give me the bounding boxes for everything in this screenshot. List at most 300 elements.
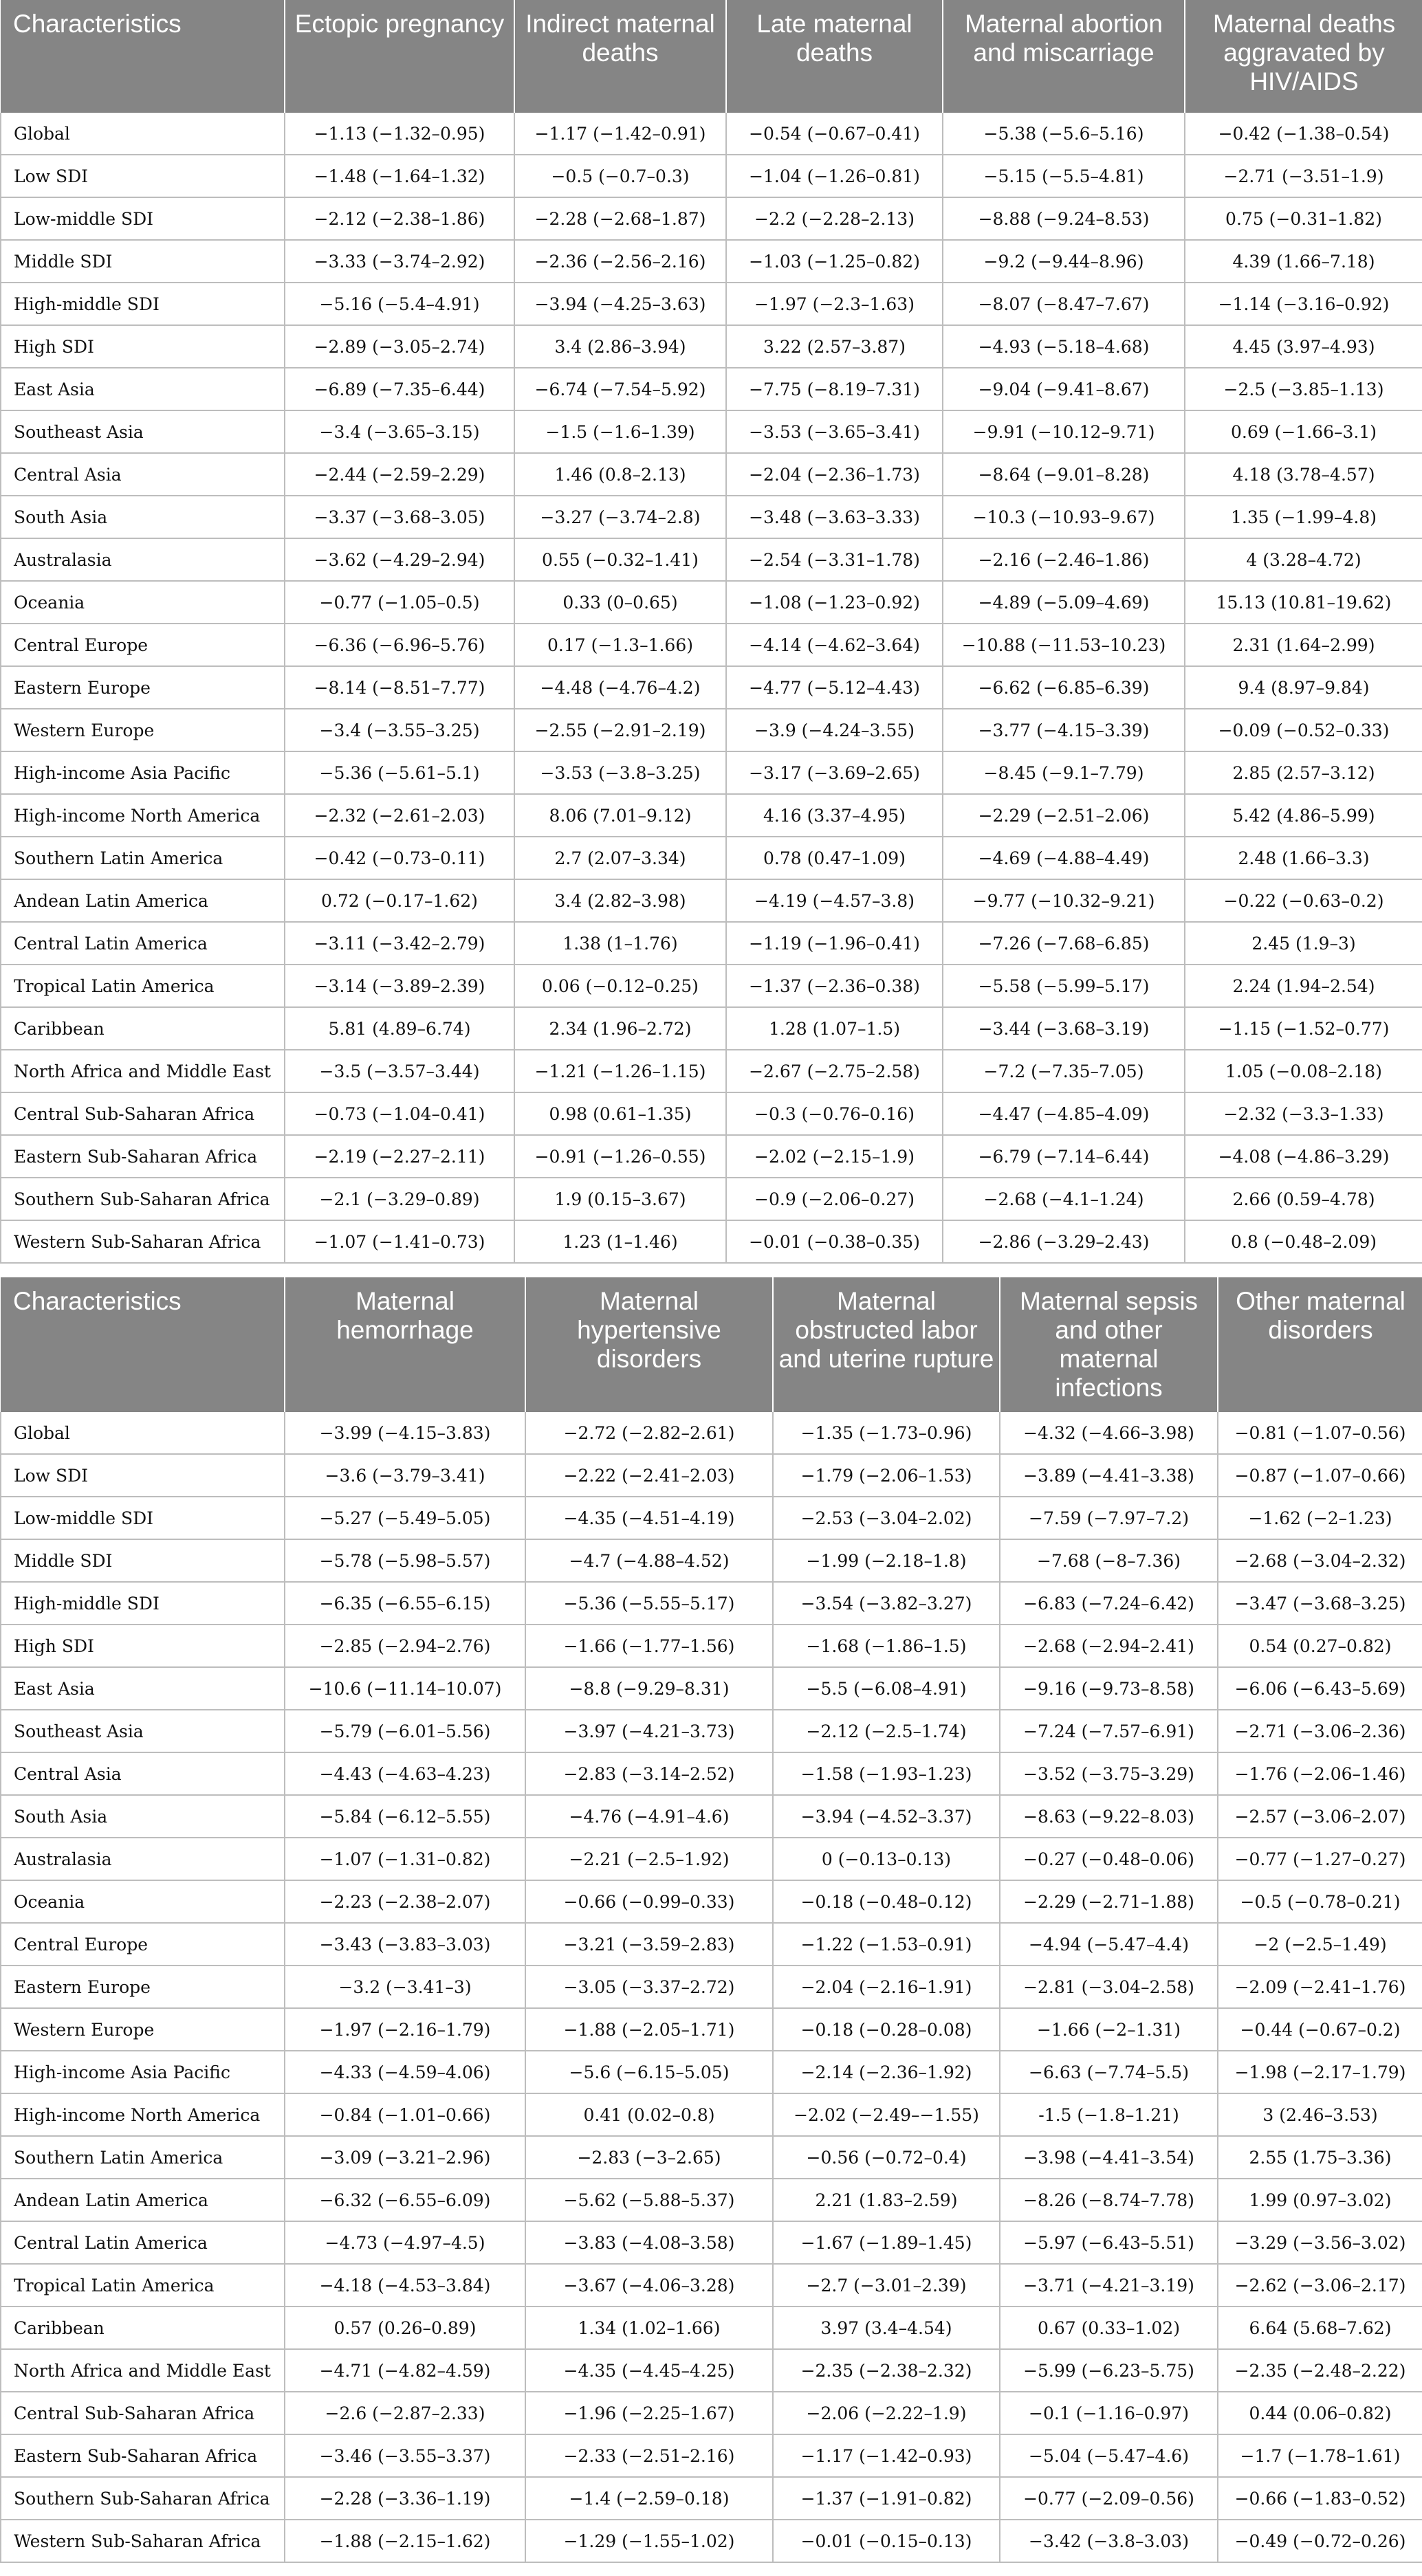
table-cell: −6.35 (−6.55–6.15) xyxy=(285,1582,525,1625)
table-row xyxy=(1,2008,1422,2051)
table-row xyxy=(1,2264,1422,2307)
table-cell: −2.36 (−2.56–2.16) xyxy=(514,240,726,283)
table-cell: −5.36 (−5.55–5.17) xyxy=(525,1582,773,1625)
table-cell: −2.23 (−2.38–2.07) xyxy=(285,1880,525,1923)
table-cell: −0.66 (−1.83–0.52) xyxy=(1218,2477,1422,2520)
table-cell: −1.03 (−1.25–0.82) xyxy=(726,240,943,283)
table-cell: −0.66 (−0.99–0.33) xyxy=(525,1880,773,1923)
table-cell: −2.86 (−3.29–2.43) xyxy=(943,1220,1185,1263)
table-cell: −5.79 (−6.01–5.56) xyxy=(285,1710,525,1752)
column-header: Maternal obstructed labor and uterine rupture xyxy=(773,1277,1000,1412)
table-cell: −2.28 (−3.36–1.19) xyxy=(285,2477,525,2520)
table-row xyxy=(1,2349,1422,2392)
table-cell: −2.54 (−3.31–1.78) xyxy=(726,538,943,581)
table-row xyxy=(1,2093,1422,2136)
table-cell: −2.06 (−2.22–1.9) xyxy=(773,2392,1000,2434)
row-label: Central Europe xyxy=(1,624,285,666)
table-cell: −2.5 (−3.85–1.13) xyxy=(1185,368,1422,410)
column-header-characteristics: Characteristics xyxy=(1,1277,285,1412)
table-cell: −1.04 (−1.26–0.81) xyxy=(726,155,943,197)
row-label: Australasia xyxy=(1,538,285,581)
table-cell: −2.71 (−3.06–2.36) xyxy=(1218,1710,1422,1752)
table-cell: 0.67 (0.33–1.02) xyxy=(1000,2307,1218,2349)
row-label: Global xyxy=(1,1412,285,1454)
table-cell: 6.64 (5.68–7.62) xyxy=(1218,2307,1422,2349)
table-cell: 1.9 (0.15–3.67) xyxy=(514,1178,726,1220)
table-cell: −2.68 (−4.1–1.24) xyxy=(943,1178,1185,1220)
table-1-body xyxy=(1,113,1422,1263)
table-cell: −1.99 (−2.18–1.8) xyxy=(773,1539,1000,1582)
table-cell: −4.35 (−4.51–4.19) xyxy=(525,1497,773,1539)
row-label: East Asia xyxy=(1,1667,285,1710)
header-row xyxy=(1,0,1422,113)
table-cell: 2.66 (0.59–4.78) xyxy=(1185,1178,1422,1220)
table-cell: −7.26 (−7.68–6.85) xyxy=(943,922,1185,965)
table-cell: −2.35 (−2.38–2.32) xyxy=(773,2349,1000,2392)
table-cell: 0.33 (0–0.65) xyxy=(514,581,726,624)
table-cell: −2.68 (−3.04–2.32) xyxy=(1218,1539,1422,1582)
row-label: Central Sub-Saharan Africa xyxy=(1,1092,285,1135)
table-cell: −4.93 (−5.18–4.68) xyxy=(943,325,1185,368)
table-cell: −1.96 (−2.25–1.67) xyxy=(525,2392,773,2434)
table-cell: 1.38 (1–1.76) xyxy=(514,922,726,965)
table-row xyxy=(1,1838,1422,1880)
table-row xyxy=(1,1412,1422,1454)
table-cell: −3.47 (−3.68–3.25) xyxy=(1218,1582,1422,1625)
table-cell: −2.02 (−2.15–1.9) xyxy=(726,1135,943,1178)
table-cell: −3.94 (−4.52–3.37) xyxy=(773,1795,1000,1838)
table-cell: −1.17 (−1.42–0.91) xyxy=(514,113,726,155)
table-row xyxy=(1,624,1422,666)
table-cell: 4.39 (1.66–7.18) xyxy=(1185,240,1422,283)
row-label: Tropical Latin America xyxy=(1,965,285,1007)
table-row xyxy=(1,197,1422,240)
row-label: Southeast Asia xyxy=(1,1710,285,1752)
table-cell: −2.14 (−2.36–1.92) xyxy=(773,2051,1000,2093)
header-row xyxy=(1,1277,1422,1412)
row-label: High SDI xyxy=(1,325,285,368)
table-cell: 5.81 (4.89–6.74) xyxy=(285,1007,514,1050)
table-2-body xyxy=(1,1412,1422,2562)
table-cell: −3.21 (−3.59–2.83) xyxy=(525,1923,773,1966)
table-cell: 1.99 (0.97–3.02) xyxy=(1218,2179,1422,2221)
table-cell: −0.18 (−0.28–0.08) xyxy=(773,2008,1000,2051)
row-label: South Asia xyxy=(1,496,285,538)
table-row xyxy=(1,453,1422,496)
table-cell: −0.44 (−0.67–0.2) xyxy=(1218,2008,1422,2051)
table-row xyxy=(1,496,1422,538)
table-cell: −0.91 (−1.26–0.55) xyxy=(514,1135,726,1178)
table-row xyxy=(1,1966,1422,2008)
table-cell: −5.78 (−5.98–5.57) xyxy=(285,1539,525,1582)
row-label: Western Europe xyxy=(1,2008,285,2051)
table-row xyxy=(1,325,1422,368)
table-cell: −3.99 (−4.15–3.83) xyxy=(285,1412,525,1454)
table-cell: −5.97 (−6.43–5.51) xyxy=(1000,2221,1218,2264)
table-cell: −1.88 (−2.05–1.71) xyxy=(525,2008,773,2051)
table-cell: 2.24 (1.94–2.54) xyxy=(1185,965,1422,1007)
table-cell: −2.28 (−2.68–1.87) xyxy=(514,197,726,240)
table-cell: −1.37 (−2.36–0.38) xyxy=(726,965,943,1007)
row-label: Caribbean xyxy=(1,2307,285,2349)
table-cell: −4.18 (−4.53–3.84) xyxy=(285,2264,525,2307)
table-cell: −2.71 (−3.51–1.9) xyxy=(1185,155,1422,197)
table-cell: −7.68 (−8–7.36) xyxy=(1000,1539,1218,1582)
table-cell: −6.32 (−6.55–6.09) xyxy=(285,2179,525,2221)
table-cell: 0.17 (−1.3–1.66) xyxy=(514,624,726,666)
table-cell: −4.43 (−4.63–4.23) xyxy=(285,1752,525,1795)
table-row xyxy=(1,1667,1422,1710)
table-row xyxy=(1,2179,1422,2221)
row-label: Low SDI xyxy=(1,1454,285,1497)
row-label: Western Sub-Saharan Africa xyxy=(1,2520,285,2562)
column-header: Maternal sepsis and other maternal infections xyxy=(1000,1277,1218,1412)
table-cell: 0 (−0.13–0.13) xyxy=(773,1838,1000,1880)
table-cell: −2.12 (−2.38–1.86) xyxy=(285,197,514,240)
column-header: Maternal hemorrhage xyxy=(285,1277,525,1412)
row-label: High-income North America xyxy=(1,794,285,837)
row-label: High-income Asia Pacific xyxy=(1,751,285,794)
row-label: Australasia xyxy=(1,1838,285,1880)
column-header: Maternal deaths aggravated by HIV/AIDS xyxy=(1185,0,1422,113)
table-row xyxy=(1,1795,1422,1838)
table-cell: −9.77 (−10.32–9.21) xyxy=(943,879,1185,922)
table-cell: 0.8 (−0.48–2.09) xyxy=(1185,1220,1422,1263)
row-label: North Africa and Middle East xyxy=(1,1050,285,1092)
row-label: Eastern Sub-Saharan Africa xyxy=(1,2434,285,2477)
table-cell: −5.27 (−5.49–5.05) xyxy=(285,1497,525,1539)
table-cell: −2.16 (−2.46–1.86) xyxy=(943,538,1185,581)
table-cell: −4.76 (−4.91–4.6) xyxy=(525,1795,773,1838)
table-cell: −2.32 (−3.3–1.33) xyxy=(1185,1092,1422,1135)
table-row xyxy=(1,1050,1422,1092)
table-cell: −2.55 (−2.91–2.19) xyxy=(514,709,726,751)
table-cell: −4.47 (−4.85–4.09) xyxy=(943,1092,1185,1135)
table-cell: −1.5 (−1.6–1.39) xyxy=(514,410,726,453)
table-cell: −2.04 (−2.16–1.91) xyxy=(773,1966,1000,2008)
table-row xyxy=(1,155,1422,197)
table-cell: 3 (2.46–3.53) xyxy=(1218,2093,1422,2136)
table-cell: −4.7 (−4.88–4.52) xyxy=(525,1539,773,1582)
table-cell: −2.33 (−2.51–2.16) xyxy=(525,2434,773,2477)
table-cell: −1.66 (−2–1.31) xyxy=(1000,2008,1218,2051)
table-cell: −9.2 (−9.44–8.96) xyxy=(943,240,1185,283)
table-cell: −8.45 (−9.1–7.79) xyxy=(943,751,1185,794)
row-label: Tropical Latin America xyxy=(1,2264,285,2307)
table-row xyxy=(1,666,1422,709)
table-cell: −4.73 (−4.97–4.5) xyxy=(285,2221,525,2264)
table-cell: −3.27 (−3.74–2.8) xyxy=(514,496,726,538)
table-cell: −0.22 (−0.63–0.2) xyxy=(1185,879,1422,922)
table-cell: −0.81 (−1.07–0.56) xyxy=(1218,1412,1422,1454)
table-cell: −0.5 (−0.78–0.21) xyxy=(1218,1880,1422,1923)
table-cell: −3.46 (−3.55–3.37) xyxy=(285,2434,525,2477)
table-cell: 0.06 (−0.12–0.25) xyxy=(514,965,726,1007)
table-cell: −5.04 (−5.47–4.6) xyxy=(1000,2434,1218,2477)
table-cell: 4.16 (3.37–4.95) xyxy=(726,794,943,837)
table-cell: −4.14 (−4.62–3.64) xyxy=(726,624,943,666)
table-cell: −4.19 (−4.57–3.8) xyxy=(726,879,943,922)
row-label: East Asia xyxy=(1,368,285,410)
table-cell: 4.18 (3.78–4.57) xyxy=(1185,453,1422,496)
column-header: Maternal hypertensive disorders xyxy=(525,1277,773,1412)
table-cell: 2.34 (1.96–2.72) xyxy=(514,1007,726,1050)
row-label: North Africa and Middle East xyxy=(1,2349,285,2392)
table-cell: −5.58 (−5.99–5.17) xyxy=(943,965,1185,1007)
row-label: Oceania xyxy=(1,581,285,624)
table-cell: −3.97 (−4.21–3.73) xyxy=(525,1710,773,1752)
table-cell: −3.71 (−4.21–3.19) xyxy=(1000,2264,1218,2307)
table-cell: −0.01 (−0.15–0.13) xyxy=(773,2520,1000,2562)
row-label: High-income Asia Pacific xyxy=(1,2051,285,2093)
table-cell: −2.89 (−3.05–2.74) xyxy=(285,325,514,368)
table-cell: 2.31 (1.64–2.99) xyxy=(1185,624,1422,666)
table-cell: −1.07 (−1.41–0.73) xyxy=(285,1220,514,1263)
table-row xyxy=(1,368,1422,410)
table-row xyxy=(1,1880,1422,1923)
table-cell: −4.08 (−4.86–3.29) xyxy=(1185,1135,1422,1178)
table-cell: 5.42 (4.86–5.99) xyxy=(1185,794,1422,837)
table-cell: −0.42 (−0.73–0.11) xyxy=(285,837,514,879)
table-row xyxy=(1,751,1422,794)
table-cell: −1.97 (−2.3–1.63) xyxy=(726,283,943,325)
table-row xyxy=(1,709,1422,751)
table-row xyxy=(1,1582,1422,1625)
table-cell: −6.79 (−7.14–6.44) xyxy=(943,1135,1185,1178)
row-label: Central Europe xyxy=(1,1923,285,1966)
table-cell: −2.67 (−2.75–2.58) xyxy=(726,1050,943,1092)
table-cell: −7.59 (−7.97–7.2) xyxy=(1000,1497,1218,1539)
table-cell: −3.94 (−4.25–3.63) xyxy=(514,283,726,325)
table-cell: −2.02 (−2.49–−1.55) xyxy=(773,2093,1000,2136)
table-cell: −1.08 (−1.23–0.92) xyxy=(726,581,943,624)
table-cell: −3.09 (−3.21–2.96) xyxy=(285,2136,525,2179)
table-cell: −1.66 (−1.77–1.56) xyxy=(525,1625,773,1667)
table-1-header xyxy=(1,0,1422,113)
table-cell: 2.48 (1.66–3.3) xyxy=(1185,837,1422,879)
table-cell: −0.18 (−0.48–0.12) xyxy=(773,1880,1000,1923)
table-cell: 1.46 (0.8–2.13) xyxy=(514,453,726,496)
table-cell: −3.89 (−4.41–3.38) xyxy=(1000,1454,1218,1497)
table-cell: 9.4 (8.97–9.84) xyxy=(1185,666,1422,709)
table-row xyxy=(1,1092,1422,1135)
table-cell: 0.54 (0.27–0.82) xyxy=(1218,1625,1422,1667)
table-cell: −4.33 (−4.59–4.06) xyxy=(285,2051,525,2093)
table-cell: −3.54 (−3.82–3.27) xyxy=(773,1582,1000,1625)
table-cell: -1.5 (−1.8–1.21) xyxy=(1000,2093,1218,2136)
table-cell: −2.29 (−2.71–1.88) xyxy=(1000,1880,1218,1923)
table-cell: −8.26 (−8.74–7.78) xyxy=(1000,2179,1218,2221)
table-cell: −6.62 (−6.85–6.39) xyxy=(943,666,1185,709)
table-cell: −0.77 (−2.09–0.56) xyxy=(1000,2477,1218,2520)
row-label: Middle SDI xyxy=(1,1539,285,1582)
table-cell: 0.98 (0.61–1.35) xyxy=(514,1092,726,1135)
table-cell: −2.72 (−2.82–2.61) xyxy=(525,1412,773,1454)
row-label: Southern Latin America xyxy=(1,837,285,879)
table-cell: −2.44 (−2.59–2.29) xyxy=(285,453,514,496)
table-cell: −4.48 (−4.76–4.2) xyxy=(514,666,726,709)
row-label: Eastern Europe xyxy=(1,1966,285,2008)
table-cell: −10.6 (−11.14–10.07) xyxy=(285,1667,525,1710)
row-label: Caribbean xyxy=(1,1007,285,1050)
table-cell: −3.43 (−3.83–3.03) xyxy=(285,1923,525,1966)
table-cell: −2.53 (−3.04–2.02) xyxy=(773,1497,1000,1539)
table-cell: −5.16 (−5.4–4.91) xyxy=(285,283,514,325)
row-label: Central Latin America xyxy=(1,922,285,965)
table-cell: −0.84 (−1.01–0.66) xyxy=(285,2093,525,2136)
table-cell: −6.63 (−7.74–5.5) xyxy=(1000,2051,1218,2093)
table-row xyxy=(1,581,1422,624)
table-cell: −0.1 (−1.16–0.97) xyxy=(1000,2392,1218,2434)
row-label: Low-middle SDI xyxy=(1,1497,285,1539)
table-cell: −2.21 (−2.5–1.92) xyxy=(525,1838,773,1880)
table-row xyxy=(1,1539,1422,1582)
table-cell: −0.56 (−0.72–0.4) xyxy=(773,2136,1000,2179)
table-cell: −4.32 (−4.66–3.98) xyxy=(1000,1412,1218,1454)
table-cell: −7.24 (−7.57–6.91) xyxy=(1000,1710,1218,1752)
table-cell: −1.48 (−1.64–1.32) xyxy=(285,155,514,197)
table-cell: 4.45 (3.97–4.93) xyxy=(1185,325,1422,368)
table-cell: −6.06 (−6.43–5.69) xyxy=(1218,1667,1422,1710)
row-label: Central Latin America xyxy=(1,2221,285,2264)
table-row xyxy=(1,1454,1422,1497)
row-label: Southern Latin America xyxy=(1,2136,285,2179)
table-cell: −3.17 (−3.69–2.65) xyxy=(726,751,943,794)
table-row xyxy=(1,1135,1422,1178)
table-cell: 1.35 (−1.99–4.8) xyxy=(1185,496,1422,538)
table-row xyxy=(1,794,1422,837)
table-cell: −0.77 (−1.27–0.27) xyxy=(1218,1838,1422,1880)
table-cell: −3.48 (−3.63–3.33) xyxy=(726,496,943,538)
row-label: Oceania xyxy=(1,1880,285,1923)
table-cell: −9.04 (−9.41–8.67) xyxy=(943,368,1185,410)
table-cell: −8.63 (−9.22–8.03) xyxy=(1000,1795,1218,1838)
table-cell: 0.41 (0.02–0.8) xyxy=(525,2093,773,2136)
row-label: Low-middle SDI xyxy=(1,197,285,240)
table-cell: −5.62 (−5.88–5.37) xyxy=(525,2179,773,2221)
table-row xyxy=(1,2051,1422,2093)
table-cell: −1.7 (−1.78–1.61) xyxy=(1218,2434,1422,2477)
table-cell: −3.53 (−3.65–3.41) xyxy=(726,410,943,453)
table-cell: −5.38 (−5.6–5.16) xyxy=(943,113,1185,155)
table-cell: −0.77 (−1.05–0.5) xyxy=(285,581,514,624)
table-cell: −0.42 (−1.38–0.54) xyxy=(1185,113,1422,155)
table-cell: −1.4 (−2.59–0.18) xyxy=(525,2477,773,2520)
table-cell: −8.8 (−9.29–8.31) xyxy=(525,1667,773,1710)
table-row xyxy=(1,2434,1422,2477)
table-cell: −3.44 (−3.68–3.19) xyxy=(943,1007,1185,1050)
table-cell: 2.55 (1.75–3.36) xyxy=(1218,2136,1422,2179)
table-cell: 2.7 (2.07–3.34) xyxy=(514,837,726,879)
table-cell: −1.22 (−1.53–0.91) xyxy=(773,1923,1000,1966)
table-row xyxy=(1,879,1422,922)
table-cell: −4.94 (−5.47–4.4) xyxy=(1000,1923,1218,1966)
table-cell: −2.12 (−2.5–1.74) xyxy=(773,1710,1000,1752)
table-cell: −1.35 (−1.73–0.96) xyxy=(773,1412,1000,1454)
row-label: Southeast Asia xyxy=(1,410,285,453)
table-row xyxy=(1,1007,1422,1050)
table-cell: −2.83 (−3.14–2.52) xyxy=(525,1752,773,1795)
table-cell: −1.79 (−2.06–1.53) xyxy=(773,1454,1000,1497)
table-row xyxy=(1,1220,1422,1263)
table-cell: −2.81 (−3.04–2.58) xyxy=(1000,1966,1218,2008)
table-cell: −1.14 (−3.16–0.92) xyxy=(1185,283,1422,325)
table-cell: −10.3 (−10.93–9.67) xyxy=(943,496,1185,538)
row-label: High SDI xyxy=(1,1625,285,1667)
table-cell: −1.76 (−2.06–1.46) xyxy=(1218,1752,1422,1795)
table-cell: −6.36 (−6.96–5.76) xyxy=(285,624,514,666)
table-cell: 0.72 (−0.17–1.62) xyxy=(285,879,514,922)
table-cell: 8.06 (7.01–9.12) xyxy=(514,794,726,837)
row-label: South Asia xyxy=(1,1795,285,1838)
table-cell: −5.5 (−6.08–4.91) xyxy=(773,1667,1000,1710)
table-cell: −5.36 (−5.61–5.1) xyxy=(285,751,514,794)
table-cell: −3.14 (−3.89–2.39) xyxy=(285,965,514,1007)
row-label: Southern Sub-Saharan Africa xyxy=(1,1178,285,1220)
table-cell: −1.15 (−1.52–0.77) xyxy=(1185,1007,1422,1050)
table-cell: −2.32 (−2.61–2.03) xyxy=(285,794,514,837)
table-1 xyxy=(0,0,1422,1264)
table-cell: −0.5 (−0.7–0.3) xyxy=(514,155,726,197)
table-cell: −1.29 (−1.55–1.02) xyxy=(525,2520,773,2562)
table-cell: −0.87 (−1.07–0.66) xyxy=(1218,1454,1422,1497)
table-row xyxy=(1,1752,1422,1795)
row-label: Western Europe xyxy=(1,709,285,751)
table-row xyxy=(1,2392,1422,2434)
table-cell: −2.1 (−3.29–0.89) xyxy=(285,1178,514,1220)
table-cell: −6.74 (−7.54–5.92) xyxy=(514,368,726,410)
table-cell: 0.69 (−1.66–3.1) xyxy=(1185,410,1422,453)
table-cell: −0.54 (−0.67–0.41) xyxy=(726,113,943,155)
table-cell: −0.3 (−0.76–0.16) xyxy=(726,1092,943,1135)
table-cell: −1.97 (−2.16–1.79) xyxy=(285,2008,525,2051)
table-cell: −2.29 (−2.51–2.06) xyxy=(943,794,1185,837)
table-cell: −1.17 (−1.42–0.93) xyxy=(773,2434,1000,2477)
table-cell: −0.09 (−0.52–0.33) xyxy=(1185,709,1422,751)
table-cell: 1.23 (1–1.46) xyxy=(514,1220,726,1263)
table-cell: −2.85 (−2.94–2.76) xyxy=(285,1625,525,1667)
table-cell: 2.45 (1.9–3) xyxy=(1185,922,1422,965)
table-cell: 0.57 (0.26–0.89) xyxy=(285,2307,525,2349)
table-row xyxy=(1,113,1422,155)
table-cell: −3.52 (−3.75–3.29) xyxy=(1000,1752,1218,1795)
table-cell: −2.57 (−3.06–2.07) xyxy=(1218,1795,1422,1838)
table-cell: 1.34 (1.02–1.66) xyxy=(525,2307,773,2349)
table-cell: −2.2 (−2.28–2.13) xyxy=(726,197,943,240)
table-cell: 3.97 (3.4–4.54) xyxy=(773,2307,1000,2349)
table-row xyxy=(1,2520,1422,2562)
table-cell: −2.6 (−2.87–2.33) xyxy=(285,2392,525,2434)
table-2 xyxy=(0,1277,1422,2563)
row-label: Central Asia xyxy=(1,1752,285,1795)
table-cell: −1.68 (−1.86–1.5) xyxy=(773,1625,1000,1667)
table-row xyxy=(1,965,1422,1007)
table-cell: 4 (3.28–4.72) xyxy=(1185,538,1422,581)
column-header: Late maternal deaths xyxy=(726,0,943,113)
table-cell: −3.33 (−3.74–2.92) xyxy=(285,240,514,283)
table-cell: −5.84 (−6.12–5.55) xyxy=(285,1795,525,1838)
table-cell: −3.4 (−3.55–3.25) xyxy=(285,709,514,751)
table-cell: −3.2 (−3.41–3) xyxy=(285,1966,525,2008)
table-row xyxy=(1,1710,1422,1752)
table-cell: 1.05 (−0.08–2.18) xyxy=(1185,1050,1422,1092)
table-cell: 2.21 (1.83–2.59) xyxy=(773,2179,1000,2221)
table-cell: −2.62 (−3.06–2.17) xyxy=(1218,2264,1422,2307)
table-cell: −5.99 (−6.23–5.75) xyxy=(1000,2349,1218,2392)
row-label: Western Sub-Saharan Africa xyxy=(1,1220,285,1263)
table-cell: −0.01 (−0.38–0.35) xyxy=(726,1220,943,1263)
table-cell: −7.2 (−7.35–7.05) xyxy=(943,1050,1185,1092)
